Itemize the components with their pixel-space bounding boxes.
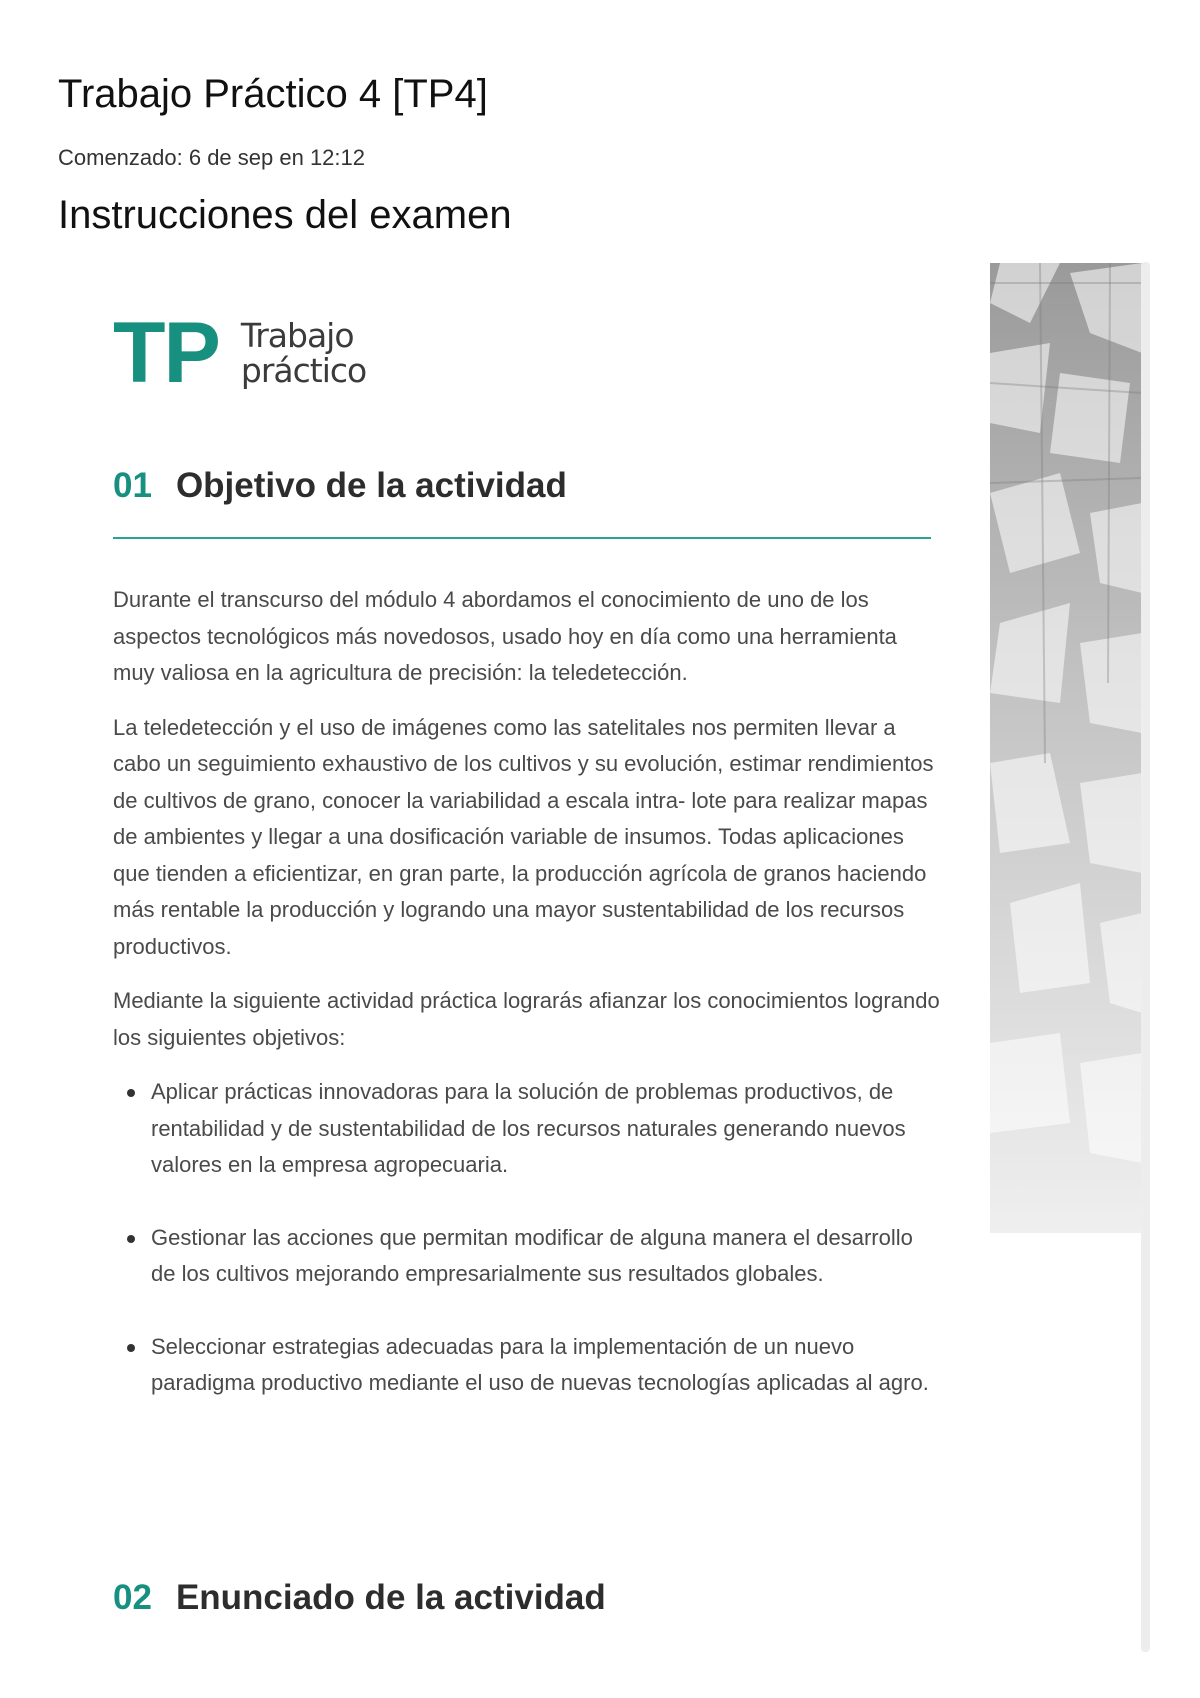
paragraph-objectives-lead: Mediante la siguiente actividad práctica lograrás afianzar los conocimientos logrando los siguientes objetivos: (113, 988, 940, 1050)
section-title: Objetivo de la actividad (175, 466, 567, 505)
list-item (113, 1220, 943, 1293)
decorative-architecture-image (990, 263, 1142, 1233)
section-heading-statement (113, 1578, 606, 1618)
paragraph-intro: Durante el transcurso del módulo 4 abordamos el conocimiento de uno de los aspectos tecnológicos más novedosos, usado hoy en día como una herramienta muy valiosa en la agricultura de precisión: la teledetección. (113, 587, 897, 685)
paragraph-remote-sensing: La teledetección y el uso de imágenes como las satelitales nos permiten llevar a cabo un seguimiento exhaustivo de los cultivos y su evolución, estimar rendimientos de cultivos de grano, conocer la variabilidad a escala intra- lote para realizar mapas de ambientes y llegar a una dosificación variable de insumos. Todas aplicaciones que tienden a eficientizar, en gran parte, la producción agrícola de granos haciendo más rentable la producción y logrando una mayor sustentabilidad de los recursos productivos. (113, 714, 934, 959)
logo-mark: TP (113, 305, 219, 401)
tp-logo (113, 305, 367, 401)
page-title: Trabajo Práctico 4 [TP4] (58, 72, 488, 116)
list-item (113, 1329, 943, 1402)
section-number: 02 (113, 1578, 152, 1617)
started-timestamp: Comenzado: 6 de sep en 12:12 (58, 145, 366, 170)
section-number: 01 (113, 466, 152, 505)
section-body (113, 582, 943, 1438)
list-item (113, 1074, 943, 1184)
bullet-icon (127, 1235, 135, 1243)
logo-line-2: práctico (240, 351, 367, 390)
bullet-icon (127, 1344, 135, 1352)
section-divider (113, 537, 931, 539)
objective-text: Aplicar prácticas innovadoras para la solución de problemas productivos, de rentabilidad y de sustentabilidad de los recursos naturales generando nuevos valores en la empresa agropecuaria. (151, 1079, 906, 1177)
section-heading-objective (113, 466, 567, 506)
logo-line-1: Trabajo (240, 316, 354, 355)
instructions-title: Instrucciones del examen (58, 193, 512, 237)
scrollbar[interactable] (1141, 262, 1150, 1652)
objective-text: Seleccionar estrategias adecuadas para la implementación de un nuevo paradigma productivo mediante el uso de nuevas tecnologías aplicadas al agro. (151, 1333, 929, 1395)
objective-text: Gestionar las acciones que permitan modificar de alguna manera el desarrollo de los cultivos mejorando empresarialmente sus resultados globales. (151, 1224, 913, 1286)
bullet-icon (127, 1089, 135, 1097)
section-title: Enunciado de la actividad (175, 1578, 606, 1617)
objectives-list (113, 1074, 943, 1402)
logo-words (241, 318, 366, 388)
